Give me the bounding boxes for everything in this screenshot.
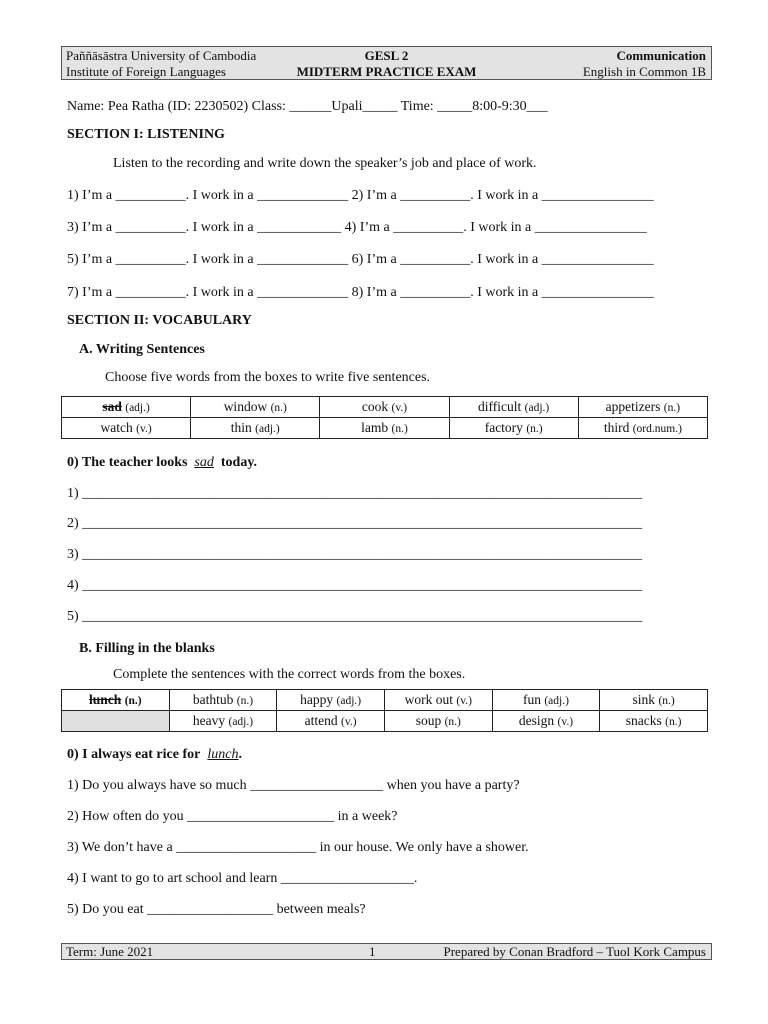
part-b-example: 0) I always eat rice for lunch. (67, 747, 242, 762)
course-code: GESL 2 (364, 48, 409, 63)
word-box-cell: heavy (adj.) (169, 711, 277, 732)
university-name: Paññāsāstra University of Cambodia (66, 48, 257, 63)
part-b-title: B. Filling in the blanks (79, 641, 215, 656)
institute-name: Institute of Foreign Languages (66, 64, 226, 79)
section-2-title: SECTION II: VOCABULARY (67, 313, 252, 328)
sentence-line-3[interactable]: 3) ________________________________________________________________________________ (67, 547, 643, 562)
word-box-cell: difficult (adj.) (449, 397, 578, 418)
word-box-cell: soup (n.) (384, 711, 492, 732)
word-box-cell: appetizers (n.) (578, 397, 707, 418)
blank-question-4[interactable]: 4) I want to go to art school and learn ___________________. (67, 871, 418, 886)
word-box-cell: fun (adj.) (492, 690, 600, 711)
blank-question-1[interactable]: 1) Do you always have so much ___________________ when you have a party? (67, 778, 520, 793)
word-box-cell: watch (v.) (62, 418, 191, 439)
word-box-cell: bathtub (n.) (169, 690, 277, 711)
word-box-cell: cook (v.) (320, 397, 449, 418)
word-box-cell: design (v.) (492, 711, 600, 732)
word-box-cell: factory (n.) (449, 418, 578, 439)
page-footer (61, 943, 712, 960)
sentence-line-2[interactable]: 2) ________________________________________________________________________________ (67, 516, 643, 531)
word-box-cell-empty (62, 711, 170, 732)
word-box-a (61, 396, 708, 439)
listening-row-1[interactable]: 1) I’m a __________. I work in a _____________ 2) I’m a __________. I work in a ________________ (67, 188, 654, 203)
prepared-by: Prepared by Conan Bradford – Tuol Kork Campus (443, 944, 706, 959)
blank-question-3[interactable]: 3) We don’t have a ____________________ in our house. We only have a shower. (67, 840, 529, 855)
word-box-cell: thin (adj.) (191, 418, 320, 439)
word-box-cell: sad (adj.) (62, 397, 191, 418)
part-b-instruction: Complete the sentences with the correct words from the boxes. (113, 667, 466, 682)
part-a-example: 0) The teacher looks sad today. (67, 455, 258, 470)
listening-row-2[interactable]: 3) I’m a __________. I work in a ____________ 4) I’m a __________. I work in a ________________ (67, 220, 647, 235)
word-box-cell: lunch (n.) (62, 690, 170, 711)
exam-title: MIDTERM PRACTICE EXAM (296, 64, 477, 79)
blank-question-5[interactable]: 5) Do you eat __________________ between meals? (67, 902, 366, 917)
word-box-cell: window (n.) (191, 397, 320, 418)
term-label: Term: June 2021 (66, 944, 154, 959)
word-box-cell: snacks (n.) (600, 711, 708, 732)
word-box-b (61, 689, 708, 732)
word-box-cell: attend (v.) (277, 711, 385, 732)
listening-row-4[interactable]: 7) I’m a __________. I work in a _____________ 8) I’m a __________. I work in a ________________ (67, 285, 654, 300)
section-1-instruction: Listen to the recording and write down the speaker’s job and place of work. (113, 156, 537, 171)
student-info-line: Name: Pea Ratha (ID: 2230502) Class: ______Upali_____ Time: _____8:00-9:30___ (67, 99, 548, 114)
page-header (61, 46, 712, 80)
word-box-cell: happy (adj.) (277, 690, 385, 711)
part-a-title: A. Writing Sentences (79, 342, 205, 357)
section-1-title: SECTION I: LISTENING (67, 127, 225, 142)
subject-name: Communication (616, 48, 706, 63)
sentence-line-5[interactable]: 5) ________________________________________________________________________________ (67, 609, 643, 624)
listening-row-3[interactable]: 5) I’m a __________. I work in a _____________ 6) I’m a __________. I work in a ________________ (67, 252, 654, 267)
book-name: English in Common 1B (582, 64, 706, 79)
word-box-cell: work out (v.) (384, 690, 492, 711)
word-box-cell: lamb (n.) (320, 418, 449, 439)
part-a-instruction: Choose five words from the boxes to write five sentences. (105, 370, 431, 385)
sentence-line-4[interactable]: 4) ________________________________________________________________________________ (67, 578, 643, 593)
word-box-cell: sink (n.) (600, 690, 708, 711)
word-box-cell: third (ord.num.) (578, 418, 707, 439)
blank-question-2[interactable]: 2) How often do you _____________________ in a week? (67, 809, 398, 824)
page-number: 1 (369, 944, 376, 959)
sentence-line-1[interactable]: 1) ________________________________________________________________________________ (67, 486, 643, 501)
